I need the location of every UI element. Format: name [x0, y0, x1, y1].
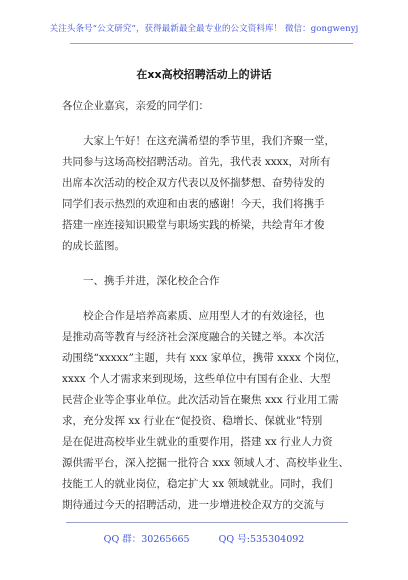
- document-body: [62, 96, 352, 516]
- header-promo-text: 关注头条号“公文研究”，获得最新最全最专业的公文资料库！ 微信：gongwenyj: [49, 24, 359, 34]
- footer-qq-group: QQ 群：30265665: [103, 534, 190, 545]
- text-line: 源供需平台，深入挖掘一批符合 xxx 领域人才、高校毕业生、: [62, 457, 349, 469]
- text-line: 民营企业等企事业单位。此次活动旨在聚焦 xxx 行业用工需: [62, 394, 339, 406]
- text-line: 求，充分发挥 xx 行业在“促投资、稳增长、保就业”特别: [62, 415, 323, 427]
- text-line: 共同参与这场高校招聘活动。首先，我代表 xxxx，对所有: [62, 156, 331, 168]
- text-line: 技能工人的就业岗位，稳定扩大 xx 领域就业。同时，我们: [62, 478, 333, 490]
- text-line: 出席本次活动的校企双方代表以及怀揣梦想、奋势待发的: [62, 177, 325, 189]
- footer-qq-number: QQ 号:535304092: [218, 534, 305, 545]
- document-title: 在xx高校招聘活动上的讲话: [136, 68, 272, 81]
- text-line: xxxx 个人才需求来到现场，这些单位中有国有企业、大型: [62, 373, 331, 385]
- header-divider: [70, 43, 353, 44]
- paragraph-cooperation: [62, 306, 352, 516]
- text-line: 大家上午好！在这充满希望的季节里，我们齐聚一堂，: [83, 135, 335, 147]
- salutation: 各位企业嘉宾，亲爱的同学们：: [62, 100, 209, 112]
- footer-contacts: [0, 531, 408, 545]
- text-line: 搭建一座连接知识殿堂与职场实践的桥梁，共绘青年才俊: [62, 219, 325, 231]
- footer-divider: [66, 522, 348, 523]
- text-line: 同学们表示热烈的欢迎和由衷的感谢！今天，我们将携手: [62, 198, 325, 210]
- text-line: 是推动高等教育与经济社会深度融合的关键之举。本次活: [62, 331, 325, 343]
- section-heading: 一、携手并进，深化校企合作: [83, 275, 220, 287]
- text-line: 动围绕“xxxxx”主题，共有 xxx 家单位，携带 xxxx 个岗位，: [62, 352, 347, 364]
- paragraph-opening: [62, 131, 352, 257]
- text-line: 的成长蓝图。: [62, 240, 125, 252]
- text-line: 期待通过今天的招聘活动，进一步增进校企双方的交流与: [62, 499, 325, 511]
- text-line: 是在促进高校毕业生就业的重要作用，搭建 xx 行业人力资: [62, 436, 333, 448]
- text-line: 校企合作是培养高素质、应用型人才的有效途径，也: [83, 310, 325, 322]
